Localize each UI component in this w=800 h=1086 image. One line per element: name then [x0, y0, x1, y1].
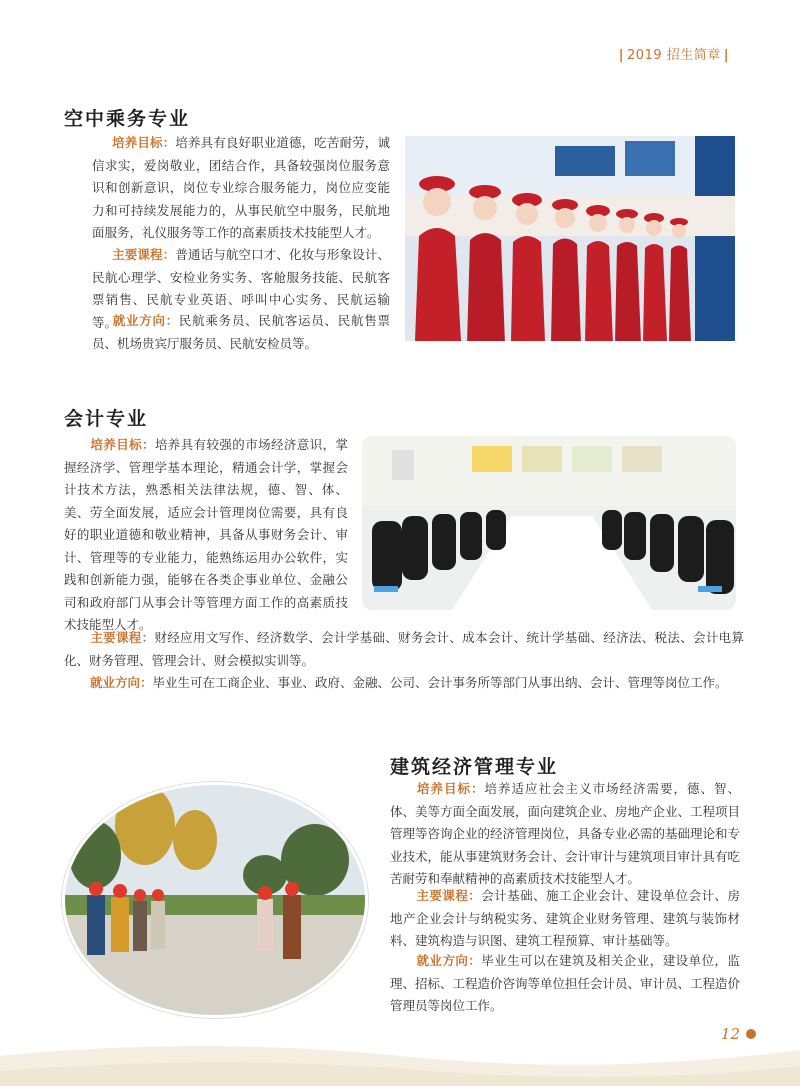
header-right-bar: |	[723, 48, 729, 63]
surveying-students-photo	[62, 782, 368, 1018]
section1-jobs-label: 就业方向：	[112, 313, 179, 328]
page-number: 12	[720, 1025, 740, 1043]
section3-goal	[390, 778, 740, 891]
footer-wave-decor	[0, 1026, 800, 1086]
section2-courses-label: 主要课程：	[90, 630, 155, 645]
section3-courses-text: 会计基础、施工企业会计、建设单位会计、房地产企业会计与纳税实务、建筑企业财务管理、建筑与装饰材料、建筑构造与识图、建筑工程预算、审计基础等。	[390, 888, 740, 948]
section3-jobs	[390, 950, 740, 1018]
brochure-title: 2019 招生简章	[627, 48, 721, 63]
section2-jobs	[64, 672, 754, 695]
flight-attendants-photo	[405, 136, 735, 341]
section1-goal-label: 培养目标：	[112, 135, 176, 150]
section2-courses-text: 财经应用文写作、经济数学、会计学基础、财务会计、成本会计、统计学基础、经济法、税法、会计电算化、财务管理、管理会计、财会模拟实训等。	[64, 630, 744, 668]
section1-courses-text: 普通话与航空口才、化妆与形象设计、民航心理学、安检业务实务、客舱服务技能、民航客票销售、民航专业英语、呼叫中心实务、民航运输等。	[92, 247, 390, 330]
section3-goal-text: 培养适应社会主义市场经济需要，德、智、体、美等方面全面发展，面向建筑企业、房地产企业、工程项目管理等咨询企业的经济管理岗位，具备专业必需的基础理论和专业技术，能从事建筑财务会计、会计审计与建筑项目审计具有吃苦耐劳和奉献精神的高素质技术技能型人才。	[390, 781, 741, 886]
section2-jobs-label: 就业方向：	[90, 675, 153, 690]
section1-goal	[92, 132, 390, 245]
section2-jobs-text: 毕业生可在工商企业、事业、政府、金融、公司、会计事务所等部门从事出纳、会计、管理等岗位工作。	[152, 675, 728, 690]
section3-jobs-label: 就业方向：	[416, 953, 482, 968]
section3-courses-label: 主要课程：	[416, 888, 482, 903]
section2-courses	[64, 627, 744, 672]
section1-goal-text: 培养具有良好职业道德，吃苦耐劳，诚信求实，爱岗敬业，团结合作，具备较强岗位服务意识和创新意识，岗位专业综合服务能力，岗位应变能力和可持续发展能力的，从事民航空中服务，民航地面服务，礼仪服务等工作的高素质技术技能型人才。	[92, 135, 390, 240]
section-title-accounting: 会计专业	[64, 408, 149, 430]
section2-goal	[64, 434, 348, 637]
section2-goal-text: 培养具有较强的市场经济意识，掌握经济学、管理学基本理论，精通会计学，掌握会计技术方法，熟悉相关法律法规，德、智、体、美、劳全面发展，适应会计管理岗位需要，具有良好的职业道德和敬业精神，具备从事财务会计、审计、管理等的专业能力，能熟练运用办公软件，实践和创新能力强，能够在各类企事业单位、金融公司和政府部门从事会计等管理方面工作的高素质技术技能型人才。	[64, 437, 348, 632]
section3-courses	[390, 885, 740, 953]
section3-goal-label: 培养目标：	[416, 781, 485, 796]
header-left-bar: |	[618, 48, 625, 63]
header-badge	[616, 44, 732, 63]
section1-jobs	[92, 310, 390, 355]
section1-jobs-text: 民航乘务员、民航客运员、民航售票员、机场贵宾厅服务员、民航安检员等。	[92, 313, 390, 351]
section1-courses-label: 主要课程：	[112, 247, 176, 262]
section3-jobs-text: 毕业生可以在建筑及相关企业，建设单位，监理、招标、工程造价咨询等单位担任会计员、审计员、工程造价管理员等岗位工作。	[390, 953, 741, 1013]
section-title-flight-attendant: 空中乘务专业	[64, 108, 191, 130]
section-title-construction-economics: 建筑经济管理专业	[390, 756, 559, 778]
section2-goal-label: 培养目标：	[90, 437, 155, 452]
accounting-classroom-photo	[362, 436, 736, 610]
